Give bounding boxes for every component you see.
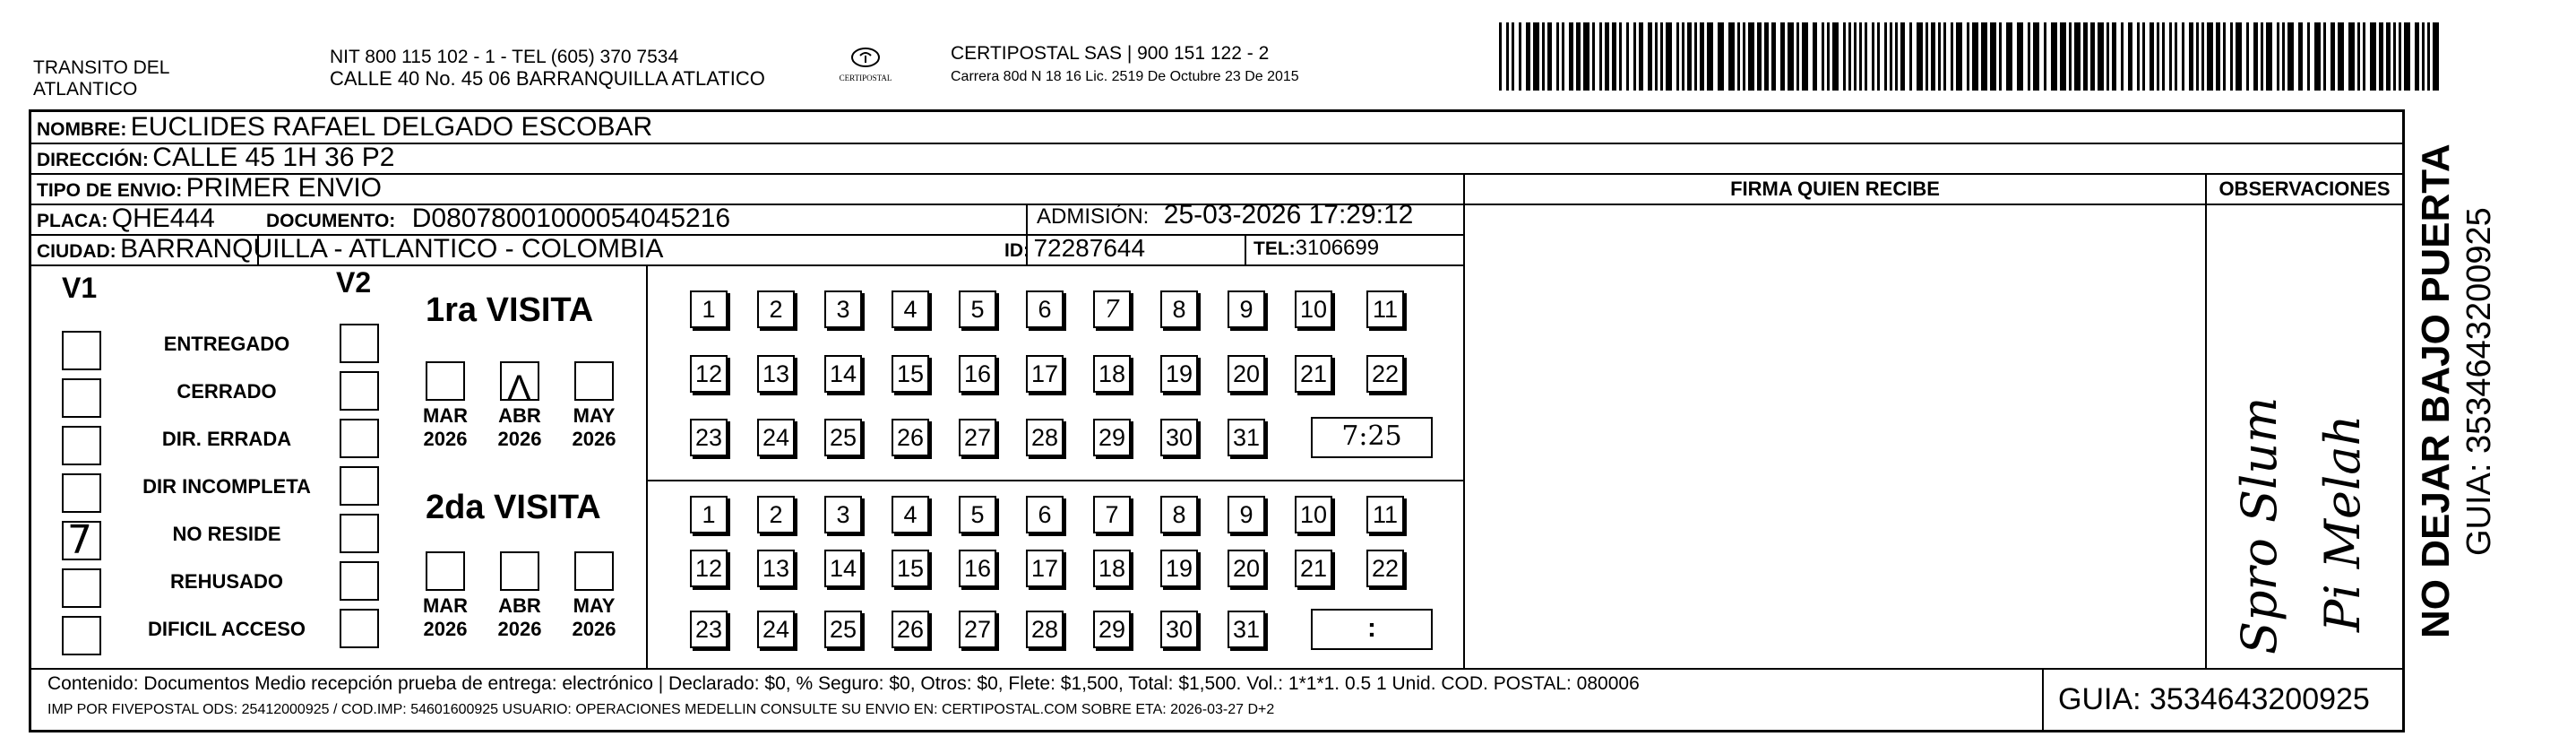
barcode-bar bbox=[1648, 22, 1652, 91]
day-box[interactable]: 1 bbox=[690, 290, 728, 328]
year-label: 2026 bbox=[497, 618, 542, 640]
day-box[interactable]: 29 bbox=[1093, 419, 1131, 456]
barcode-bar bbox=[1612, 22, 1616, 91]
day-box[interactable]: 17 bbox=[1026, 550, 1064, 587]
barcode-bar bbox=[2017, 22, 2023, 91]
barcode-bar bbox=[1900, 22, 1905, 91]
barcode-bar bbox=[2106, 22, 2109, 91]
barcode-bar bbox=[1884, 22, 1887, 91]
barcode-bar bbox=[1542, 22, 1545, 91]
id-field: ID: 72287644 bbox=[1004, 234, 1146, 262]
barcode-bar bbox=[2298, 22, 2303, 91]
first-visit-title: 1ra VISITA bbox=[426, 291, 594, 329]
day-box[interactable]: 8 bbox=[1160, 290, 1198, 328]
barcode-bar bbox=[2399, 22, 2401, 91]
barcode-bar bbox=[1700, 22, 1704, 91]
day-box[interactable]: 28 bbox=[1026, 611, 1064, 648]
tel-value: 3106699 bbox=[1295, 236, 1380, 260]
org-contact: NIT 800 115 102 - 1 - TEL (605) 370 7534 CALLE 40 No. 45 06 BARRANQUILLA ATLATICO bbox=[330, 47, 765, 90]
v1-checkbox[interactable] bbox=[62, 331, 101, 370]
day-box[interactable]: 31 bbox=[1228, 419, 1265, 456]
day-box[interactable]: 11 bbox=[1366, 496, 1404, 533]
day-box[interactable]: 15 bbox=[892, 355, 929, 393]
day-box[interactable]: 14 bbox=[824, 550, 862, 587]
barcode-bar bbox=[1533, 22, 1539, 91]
status-label: NO RESIDE bbox=[172, 523, 281, 545]
month-label: MAY bbox=[573, 594, 616, 617]
day-box[interactable]: 8 bbox=[1160, 496, 1198, 533]
barcode-bar bbox=[2216, 22, 2220, 91]
barcode-bar bbox=[1854, 22, 1857, 91]
barcode-bar bbox=[1843, 22, 1846, 91]
barcode-bar bbox=[1827, 22, 1830, 91]
barcode-bar bbox=[1707, 22, 1713, 91]
barcode-bar bbox=[1999, 22, 2002, 91]
barcode-bar bbox=[1512, 22, 1514, 91]
barcode-bar bbox=[2033, 22, 2039, 91]
day-box[interactable]: 2 bbox=[757, 496, 795, 533]
barcode-bar bbox=[2277, 22, 2279, 91]
barcode-bar bbox=[2427, 22, 2430, 91]
barcode-bar bbox=[2006, 22, 2012, 91]
barcode-bar bbox=[1943, 22, 1946, 91]
footer-guia: GUIA: 3534643200925 bbox=[2058, 682, 2370, 716]
barcode-bar bbox=[1972, 22, 1978, 91]
day-box[interactable]: 12 bbox=[690, 355, 728, 393]
barcode-bar bbox=[2323, 22, 2326, 91]
barcode-bar bbox=[1956, 22, 1962, 91]
barcode-bar bbox=[1666, 22, 1672, 91]
barcode-bar bbox=[1917, 22, 1923, 91]
day-box[interactable]: 22 bbox=[1366, 550, 1404, 587]
contenido-text: Contenido: Documentos Medio recepción prueba de entrega: electrónico | Declarado: $0, % Seguro: $0, Otros: $0, Flete: $1,500, Total: $1,500. Vol.: 1*1*1. 0.5 1 Unid. COD. POSTAL: 080006 bbox=[47, 673, 1640, 694]
v1-checkbox[interactable] bbox=[62, 473, 101, 513]
day-box[interactable]: 5 bbox=[959, 290, 996, 328]
day-box[interactable]: 28 bbox=[1026, 419, 1064, 456]
observaciones-header: OBSERVACIONES bbox=[2218, 178, 2391, 200]
day-box[interactable]: 11 bbox=[1366, 290, 1404, 328]
month-year-label bbox=[488, 594, 551, 641]
day-box[interactable]: 10 bbox=[1295, 496, 1332, 533]
barcode-bar bbox=[1694, 22, 1697, 91]
day-box[interactable]: 18 bbox=[1093, 355, 1131, 393]
month-checkbox-mar[interactable] bbox=[426, 361, 465, 401]
barcode-bar bbox=[1576, 22, 1581, 91]
day-box[interactable]: 27 bbox=[959, 419, 996, 456]
month-year-label bbox=[488, 404, 551, 451]
day-box[interactable]: 25 bbox=[824, 419, 862, 456]
barcode-bar bbox=[1865, 22, 1867, 91]
id-value: 72287644 bbox=[1033, 234, 1146, 262]
day-box[interactable]: 7 bbox=[1093, 290, 1131, 328]
barcode-bar bbox=[2128, 22, 2132, 91]
placa-value: QHE444 bbox=[111, 204, 215, 233]
day-box[interactable]: 29 bbox=[1093, 611, 1131, 648]
barcode-bar bbox=[2098, 22, 2104, 91]
tipo-envio-value: PRIMER ENVIO bbox=[185, 173, 383, 203]
barcode-bar bbox=[2415, 22, 2419, 91]
v2-checkbox[interactable] bbox=[340, 514, 379, 553]
v2-checkbox[interactable] bbox=[340, 371, 379, 411]
day-box[interactable]: 12 bbox=[690, 550, 728, 587]
month-year-label bbox=[563, 404, 625, 451]
day-box[interactable]: 16 bbox=[959, 355, 996, 393]
day-box[interactable]: 26 bbox=[892, 611, 929, 648]
barcode-bar bbox=[1562, 22, 1564, 91]
handwritten-observation-2: Pi Melah bbox=[2314, 414, 2371, 632]
barcode-bar bbox=[2338, 22, 2344, 91]
barcode-bar bbox=[2357, 22, 2360, 91]
day-box[interactable]: 30 bbox=[1160, 611, 1198, 648]
barcode-bar bbox=[1526, 22, 1530, 91]
v2-checkbox[interactable] bbox=[340, 324, 379, 363]
month-year-label bbox=[563, 594, 625, 641]
day-box[interactable]: 21 bbox=[1295, 355, 1332, 393]
no-dejar-bajo-puerta: NO DEJAR BAJO PUERTA bbox=[2414, 143, 2458, 638]
day-box[interactable]: 14 bbox=[824, 355, 862, 393]
barcode-bar bbox=[2074, 22, 2081, 91]
day-box[interactable]: 21 bbox=[1295, 550, 1332, 587]
barcode-bar bbox=[1547, 22, 1552, 91]
documento-value: D08078001000054045216 bbox=[411, 204, 731, 233]
firma-header: FIRMA QUIEN RECIBE bbox=[1730, 178, 1940, 200]
barcode-bar bbox=[2348, 22, 2355, 91]
v2-checkbox[interactable] bbox=[340, 466, 379, 506]
barcode-bar bbox=[2433, 22, 2439, 91]
day-box[interactable]: 13 bbox=[757, 355, 795, 393]
second-visit-time[interactable]: : bbox=[1311, 609, 1433, 650]
barcode-bar bbox=[2386, 22, 2391, 91]
barcode-bar bbox=[2182, 22, 2184, 91]
nombre-value: EUCLIDES RAFAEL DELGADO ESCOBAR bbox=[130, 112, 653, 142]
barcode-bar bbox=[1780, 22, 1785, 91]
barcode-bar bbox=[2314, 22, 2321, 91]
day-box[interactable]: 20 bbox=[1228, 550, 1265, 587]
v2-checkbox[interactable] bbox=[340, 561, 379, 601]
direccion-value: CALLE 45 1H 36 P2 bbox=[152, 143, 395, 172]
barcode-bar bbox=[2196, 22, 2199, 91]
barcode-bar bbox=[2261, 22, 2263, 91]
month-label: MAR bbox=[422, 404, 469, 427]
day-box[interactable]: 3 bbox=[824, 290, 862, 328]
v2-checkbox[interactable] bbox=[340, 419, 379, 458]
barcode-bar bbox=[1583, 22, 1590, 91]
barcode-bar bbox=[1813, 22, 1817, 91]
barcode-bar bbox=[2330, 22, 2335, 91]
barcode-bar bbox=[1931, 22, 1935, 91]
barcode-bar bbox=[1771, 22, 1776, 91]
barcode-bar bbox=[2162, 22, 2165, 91]
status-label: DIFICIL ACCESO bbox=[147, 618, 306, 640]
barcode-bar bbox=[1556, 22, 1559, 91]
org-name: TRANSITO DEL ATLANTICO bbox=[33, 57, 170, 100]
status-label: REHUSADO bbox=[170, 570, 283, 593]
barcode-bar bbox=[1981, 22, 1987, 91]
day-box[interactable]: 1 bbox=[690, 496, 728, 533]
day-box[interactable]: 10 bbox=[1295, 290, 1332, 328]
status-label: DIR INCOMPLETA bbox=[142, 475, 311, 498]
day-box[interactable]: 26 bbox=[892, 419, 929, 456]
second-visit-title: 2da VISITA bbox=[426, 489, 601, 526]
certipostal-logo: CERTIPOSTAL bbox=[830, 43, 901, 97]
v2-checkbox[interactable] bbox=[340, 609, 379, 648]
barcode-bar bbox=[2201, 22, 2204, 91]
barcode-bar bbox=[2404, 22, 2410, 91]
barcode-bar bbox=[2150, 22, 2154, 91]
barcode-bar bbox=[1599, 22, 1602, 91]
delivery-form bbox=[29, 109, 2405, 732]
barcode-bar bbox=[1788, 22, 1794, 91]
barcode-bar bbox=[2253, 22, 2258, 91]
barcode-bar bbox=[2090, 22, 2095, 91]
day-box[interactable]: 31 bbox=[1228, 611, 1265, 648]
nombre-row: NOMBRE: EUCLIDES RAFAEL DELGADO ESCOBAR bbox=[37, 112, 653, 142]
barcode-bar bbox=[1926, 22, 1928, 91]
ciudad-field: CIUDAD: BARRANQUILLA - ATLANTICO - COLOMBIA bbox=[37, 234, 664, 264]
day-box[interactable]: 24 bbox=[757, 419, 795, 456]
barcode-bar bbox=[2121, 22, 2124, 91]
month-label: ABR bbox=[498, 404, 541, 427]
day-box[interactable]: 15 bbox=[892, 550, 929, 587]
barcode-bar bbox=[2060, 22, 2066, 91]
barcode-bar bbox=[1519, 22, 1521, 91]
year-label: 2026 bbox=[423, 618, 468, 640]
v1-handwritten-mark: 7 bbox=[67, 517, 92, 563]
day-box[interactable]: 22 bbox=[1366, 355, 1404, 393]
ciudad-value: BARRANQUILLA - ATLANTICO - COLOMBIA bbox=[120, 234, 664, 264]
company-info: CERTIPOSTAL SAS | 900 151 122 - 2 Carrera 80d N 18 16 Lic. 2519 De Octubre 23 De 2015 bbox=[951, 43, 1299, 84]
month-year-label bbox=[414, 404, 477, 451]
admision-field: ADMISIÓN: 25-03-2026 17:29:12 bbox=[1037, 200, 1414, 230]
month-label: MAR bbox=[422, 594, 469, 617]
barcode-bar bbox=[1877, 22, 1880, 91]
barcode-bar bbox=[2137, 22, 2140, 91]
day-box[interactable]: 18 bbox=[1093, 550, 1131, 587]
barcode-bar bbox=[2069, 22, 2072, 91]
barcode-bar bbox=[1605, 22, 1609, 91]
day-box[interactable]: 27 bbox=[959, 611, 996, 648]
day-box[interactable]: 24 bbox=[757, 611, 795, 648]
v1-checkbox[interactable] bbox=[62, 568, 101, 608]
barcode-bar bbox=[1655, 22, 1658, 91]
barcode-bar bbox=[1506, 22, 1509, 91]
barcode-bar bbox=[2223, 22, 2226, 91]
barcode-bar bbox=[1764, 22, 1769, 91]
barcode-bar bbox=[1639, 22, 1643, 91]
status-label: CERRADO bbox=[177, 380, 277, 403]
day-box[interactable]: 9 bbox=[1228, 496, 1265, 533]
barcode-bar bbox=[2230, 22, 2233, 91]
barcode-bar bbox=[1633, 22, 1636, 91]
barcode-bar bbox=[1890, 22, 1892, 91]
month-checkbox-abr[interactable] bbox=[500, 551, 539, 591]
side-guia: GUIA: 3534643200925 bbox=[2460, 207, 2498, 556]
year-label: 2026 bbox=[572, 428, 616, 450]
v1-checkbox[interactable] bbox=[62, 616, 101, 655]
barcode-bar bbox=[1938, 22, 1941, 91]
day-box[interactable]: 19 bbox=[1160, 355, 1198, 393]
day-box[interactable]: 3 bbox=[824, 496, 862, 533]
barcode-bar bbox=[2422, 22, 2425, 91]
day-box[interactable]: 23 bbox=[690, 611, 728, 648]
barcode-bar bbox=[1802, 22, 1808, 91]
day-box[interactable]: 7 bbox=[1093, 496, 1131, 533]
day-box[interactable]: 4 bbox=[892, 496, 929, 533]
documento-field: DOCUMENTO: D08078001000054045216 bbox=[266, 204, 731, 233]
month-checkbox-may[interactable] bbox=[574, 361, 614, 401]
admision-value: 25-03-2026 17:29:12 bbox=[1163, 200, 1414, 230]
imp-text: IMP POR FIVEPOSTAL ODS: 25412000925 / COD.IMP: 54601600925 USUARIO: OPERACIONES MEDELLIN CONSULTE SU ENVIO EN: CERTIPOSTAL.COM SOBRE ETA: 2026-03-27 D+2 bbox=[47, 702, 1275, 717]
barcode-bar bbox=[1951, 22, 1953, 91]
first-visit-time[interactable]: 7:25 bbox=[1311, 417, 1433, 458]
barcode-bar bbox=[2207, 22, 2213, 91]
barcode-bar bbox=[1748, 22, 1754, 91]
barcode-bar bbox=[2236, 22, 2242, 91]
month-label: ABR bbox=[498, 594, 541, 617]
month-checkbox-mar[interactable] bbox=[426, 551, 465, 591]
barcode-bar bbox=[2266, 22, 2272, 91]
barcode-bar bbox=[1718, 22, 1724, 91]
day-box[interactable]: 6 bbox=[1026, 290, 1064, 328]
barcode-bar bbox=[1796, 22, 1799, 91]
day-box[interactable]: 20 bbox=[1228, 355, 1265, 393]
barcode-bar bbox=[1569, 22, 1573, 91]
barcode-bar bbox=[1737, 22, 1740, 91]
barcode-bar bbox=[2175, 22, 2177, 91]
day-box[interactable]: 13 bbox=[757, 550, 795, 587]
day-box[interactable]: 2 bbox=[757, 290, 795, 328]
barcode-bar bbox=[1832, 22, 1839, 91]
day-box[interactable]: 19 bbox=[1160, 550, 1198, 587]
barcode-bar bbox=[2287, 22, 2294, 91]
barcode-bar bbox=[2379, 22, 2383, 91]
placa-field: PLACA: QHE444 bbox=[37, 204, 215, 233]
barcode-bar bbox=[2142, 22, 2145, 91]
barcode-bar bbox=[1990, 22, 1996, 91]
tel-field: TEL:3106699 bbox=[1254, 236, 1380, 260]
barcode-bar bbox=[1499, 22, 1502, 91]
year-label: 2026 bbox=[572, 618, 616, 640]
barcode-bar bbox=[2044, 22, 2046, 91]
barcode-bar bbox=[2189, 22, 2193, 91]
barcode-bar bbox=[1757, 22, 1762, 91]
barcode-bar bbox=[1859, 22, 1862, 91]
barcode-bar bbox=[1676, 22, 1679, 91]
day-box[interactable]: 23 bbox=[690, 419, 728, 456]
month-checkbox-may[interactable] bbox=[574, 551, 614, 591]
handwritten-observation-1: Spro Slum bbox=[2231, 396, 2287, 654]
barcode bbox=[1499, 22, 2440, 91]
barcode-bar bbox=[1822, 22, 1824, 91]
v2-header: V2 bbox=[336, 266, 372, 299]
v1-checkbox[interactable] bbox=[62, 378, 101, 418]
barcode-bar bbox=[2112, 22, 2116, 91]
barcode-bar bbox=[1660, 22, 1663, 91]
barcode-bar bbox=[1895, 22, 1898, 91]
barcode-bar bbox=[1743, 22, 1745, 91]
day-box[interactable]: 9 bbox=[1228, 290, 1265, 328]
day-box[interactable]: 25 bbox=[824, 611, 862, 648]
barcode-bar bbox=[1909, 22, 1912, 91]
barcode-bar bbox=[2370, 22, 2376, 91]
barcode-bar bbox=[2051, 22, 2057, 91]
barcode-bar bbox=[1872, 22, 1874, 91]
barcode-bar bbox=[2393, 22, 2396, 91]
barcode-bar bbox=[1848, 22, 1851, 91]
month-year-label bbox=[414, 594, 477, 641]
year-label: 2026 bbox=[423, 428, 468, 450]
barcode-bar bbox=[1592, 22, 1595, 91]
barcode-bar bbox=[2246, 22, 2249, 91]
barcode-bar bbox=[1626, 22, 1629, 91]
month-label: MAY bbox=[573, 404, 616, 427]
barcode-bar bbox=[2169, 22, 2172, 91]
day-box[interactable]: 6 bbox=[1026, 496, 1064, 533]
barcode-bar bbox=[2157, 22, 2159, 91]
status-label: ENTREGADO bbox=[163, 333, 290, 355]
day-box[interactable]: 30 bbox=[1160, 419, 1198, 456]
day-box[interactable]: 16 bbox=[959, 550, 996, 587]
barcode-bar bbox=[1619, 22, 1622, 91]
barcode-bar bbox=[1687, 22, 1692, 91]
tipo-envio-row: TIPO DE ENVIO: PRIMER ENVIO bbox=[37, 173, 383, 203]
barcode-bar bbox=[2282, 22, 2285, 91]
status-label: DIR. ERRADA bbox=[161, 428, 292, 450]
day-box[interactable]: 17 bbox=[1026, 355, 1064, 393]
day-box[interactable]: 5 bbox=[959, 496, 996, 533]
barcode-bar bbox=[2363, 22, 2365, 91]
barcode-bar bbox=[2307, 22, 2310, 91]
barcode-bar bbox=[1682, 22, 1684, 91]
year-label: 2026 bbox=[497, 428, 542, 450]
barcode-bar bbox=[1728, 22, 1735, 91]
v1-checkbox[interactable] bbox=[62, 426, 101, 465]
day-box[interactable]: 4 bbox=[892, 290, 929, 328]
barcode-bar bbox=[2083, 22, 2088, 91]
month-handwritten-mark: Λ bbox=[507, 368, 531, 408]
barcode-bar bbox=[1967, 22, 1969, 91]
barcode-bar bbox=[2028, 22, 2030, 91]
direccion-row: DIRECCIÓN: CALLE 45 1H 36 P2 bbox=[37, 143, 395, 172]
v1-header: V1 bbox=[62, 272, 98, 304]
